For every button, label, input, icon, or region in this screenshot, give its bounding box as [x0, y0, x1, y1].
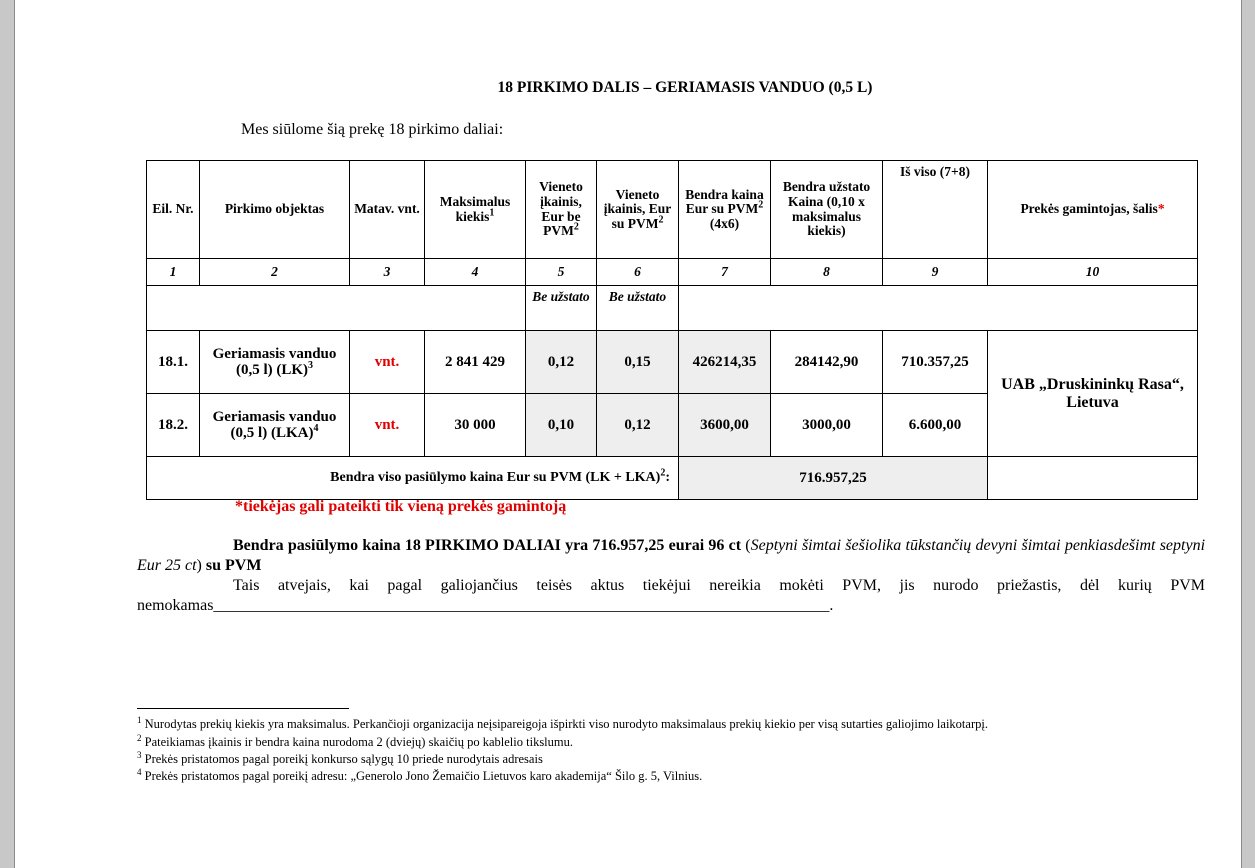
total-value: 716.957,25 — [679, 457, 988, 500]
footnote — [137, 768, 702, 784]
row-is-viso: 710.357,25 — [883, 331, 988, 394]
row-vnt: vnt. — [350, 394, 425, 457]
total-paragraph-words: Septyni šimtai šešiolika tūkstančių devyni šimtai penkiasdešimt septyni Eur 25 ct — [137, 537, 1206, 574]
document-page — [15, 0, 1241, 868]
column-number-row — [147, 259, 1198, 286]
header-be-pvm — [526, 161, 597, 259]
row-uzstatas: 284142,90 — [771, 331, 883, 394]
row-be-pvm: 0,12 — [526, 331, 597, 394]
total-paragraph: Bendra pasiūlymo kaina 18 PIRKIMO DALIAI yra 716.957,25 eurai 96 ct (Septyni šimtai šešiolika tūkstančių devyni šimtai penkiasdešimt septyni Eur 25 ct) su PVM — [137, 537, 1206, 574]
footnote — [137, 716, 988, 732]
header-be-pvm-text: Vieneto įkainis, Eur be PVM — [539, 179, 583, 239]
header-su-pvm — [597, 161, 679, 259]
row-bendra: 426214,35 — [679, 331, 771, 394]
footnote-ref: 2 — [758, 199, 764, 211]
footnote-ref: 3 — [308, 360, 314, 371]
table-row — [147, 331, 1198, 394]
total-label-text: Bendra viso pasiūlymo kaina Eur su PVM (LK + LKA) — [330, 470, 661, 486]
footnote-ref: 2 — [573, 221, 579, 233]
row-nr: 18.2. — [147, 394, 200, 457]
intro-text: Mes siūlome šią prekę 18 pirkimo daliai: — [241, 121, 504, 138]
empty-cell — [988, 457, 1198, 500]
col-number: 5 — [526, 259, 597, 286]
page-edge-right — [1241, 0, 1242, 868]
price-table — [146, 160, 1198, 500]
row-su-pvm: 0,15 — [597, 331, 679, 394]
footnote — [137, 734, 573, 750]
header-gamintojas-text: Prekės gamintojas, šalis — [1020, 201, 1158, 217]
row-kiekis: 2 841 429 — [425, 331, 526, 394]
row-objektas — [200, 331, 350, 394]
header-uzstato: Bendra užstato Kaina (0,10 x maksimalus kiekis) — [771, 161, 883, 259]
row-objektas-text: Geriamasis vanduo (0,5 l) (LKA) — [212, 408, 337, 441]
footnote-ref: 2 — [658, 214, 664, 226]
col-number: 2 — [200, 259, 350, 286]
footnote-ref: 1 — [489, 207, 495, 218]
col-number: 8 — [771, 259, 883, 286]
row-objektas-text: Geriamasis vanduo (0,5 l) (LK) — [212, 345, 337, 378]
total-row — [147, 457, 1198, 500]
header-bendra-kaina-formula: (4x6) — [709, 215, 740, 231]
col-number: 6 — [597, 259, 679, 286]
row-bendra: 3600,00 — [679, 394, 771, 457]
header-gamintojas — [988, 161, 1198, 259]
row-is-viso: 6.600,00 — [883, 394, 988, 457]
header-matav: Matav. vnt. — [350, 161, 425, 259]
header-kiekis-text: Maksimalus kiekis — [439, 193, 511, 224]
header-is-viso: Iš viso (7+8) — [883, 161, 988, 259]
footnote — [137, 751, 543, 767]
footnote-separator — [137, 708, 349, 709]
row-be-pvm: 0,10 — [526, 394, 597, 457]
section-title: 18 PIRKIMO DALIS – GERIAMASIS VANDUO (0,5 L) — [497, 79, 873, 96]
total-paragraph-suffix: su PVM — [205, 557, 262, 574]
document-content — [15, 0, 1241, 868]
total-label: Bendra viso pasiūlymo kaina Eur su PVM (LK + LKA)$^2$: — [147, 457, 679, 500]
col-number: 9 — [883, 259, 988, 286]
footnote-text: Prekės pristatomos pagal poreikį adresu: „Generolo Jono Žemaičio Lietuvos karo akademija“ Šilo g. 5, Vilnius. — [144, 769, 703, 783]
col-number: 4 — [425, 259, 526, 286]
row-objektas — [200, 394, 350, 457]
footnote-text: Nurodytas prekių kiekis yra maksimalus. Perkančioji organizacija neįsipareigoja išpirkti viso nurodyto maksimalaus prekių kiekio per visą sutarties galiojimo laikotarpį. — [144, 717, 988, 731]
row-uzstatas: 3000,00 — [771, 394, 883, 457]
total-paragraph-bold: Bendra pasiūlymo kaina 18 PIRKIMO DALIAI yra 716.957,25 eurai 96 ct — [233, 537, 742, 554]
col-number: 7 — [679, 259, 771, 286]
empty-cell — [679, 286, 1198, 331]
be-uzstato-label: Be užstato — [526, 286, 597, 331]
be-uzstato-row — [147, 286, 1198, 331]
empty-cell — [147, 286, 526, 331]
row-nr: 18.1. — [147, 331, 200, 394]
row-kiekis: 30 000 — [425, 394, 526, 457]
required-mark: * — [1157, 201, 1165, 217]
col-number: 3 — [350, 259, 425, 286]
footnote-number: 4 — [137, 766, 142, 777]
col-number: 10 — [988, 259, 1198, 286]
col-number: 1 — [147, 259, 200, 286]
warning-note: *tiekėjas gali pateikti tik vieną prekės gamintoją — [235, 498, 567, 515]
footnote-number: 2 — [137, 732, 142, 743]
header-su-pvm-text: Vieneto įkainis, Eur su PVM — [603, 186, 672, 231]
footnote-text: Pateikiamas įkainis ir bendra kaina nurodoma 2 (dviejų) skaičių po kablelio tikslumu. — [144, 735, 574, 749]
header-kiekis — [425, 161, 526, 259]
footnote-ref: 4 — [313, 423, 319, 434]
gamintojas-value: UAB „Druskininkų Rasa“, Lietuva — [988, 331, 1198, 457]
header-bendra-kaina-text: Bendra kaina Eur su PVM — [685, 186, 764, 217]
header-eil: Eil. Nr. — [147, 161, 200, 259]
vat-paragraph: Tais atvejais, kai pagal galiojančius teisės aktus tiekėjui nereikia mokėti PVM, jis nurodo priežastis, dėl kurių PVM nemokamas_____________________________________________________________________________. — [137, 577, 1205, 614]
footnote-number: 3 — [137, 749, 142, 760]
table-header-row — [147, 161, 1198, 259]
footnote-ref: 2 — [660, 467, 666, 479]
row-vnt: vnt. — [350, 331, 425, 394]
footnote-number: 1 — [137, 714, 142, 725]
be-uzstato-label: Be užstato — [597, 286, 679, 331]
header-objektas: Pirkimo objektas — [200, 161, 350, 259]
header-bendra-kaina — [679, 161, 771, 259]
footnote-text: Prekės pristatomos pagal poreikį konkurso sąlygų 10 priede nurodytais adresais — [144, 752, 543, 766]
row-su-pvm: 0,12 — [597, 394, 679, 457]
